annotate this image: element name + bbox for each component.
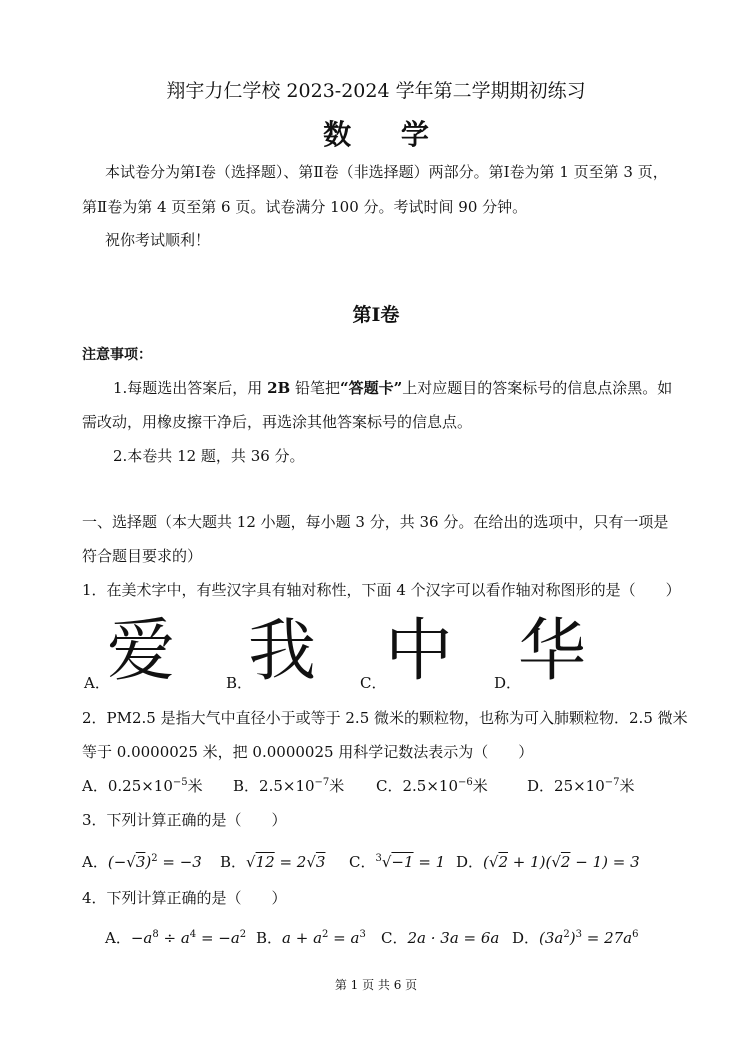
q4-option-d-1: (3a	[539, 929, 564, 947]
intro-line-1: 本试卷分为第Ⅰ卷（选择题）、第Ⅱ卷（非选择题）两部分。第Ⅰ卷为第 1 页至第 3 页，	[105, 163, 668, 181]
q4-option-d-2: )	[569, 929, 576, 947]
q2-option-b	[233, 776, 344, 796]
q3-option-a-rhs: = −3	[157, 853, 202, 871]
q4-option-a	[105, 928, 246, 948]
q2-option-c	[376, 776, 488, 796]
q2-option-b-base: 2.5×10	[259, 777, 315, 795]
question-2-line-1: 2．PM2.5 是指大气中直径小于或等于 2.5 微米的颗粒物，也称为可入肺颗粒物．2.5 微米	[82, 709, 688, 727]
exam-title: 翔宇力仁学校 2023-2024 学年第二学期期初练习	[166, 80, 586, 102]
q3-option-b-mid: = 2√	[274, 853, 316, 871]
q2-option-b-unit: 米	[329, 777, 345, 795]
q3-option-d	[456, 852, 640, 872]
note-1-answer-card: “答题卡”	[340, 379, 403, 397]
q1-option-a-label: A．	[84, 674, 110, 692]
q3-option-d-label: D．	[456, 853, 484, 871]
q3-option-d-p3: − 1) = 3	[570, 853, 640, 871]
intro-line-2: 第Ⅱ卷为第 4 页至第 6 页。试卷满分 100 分。考试时间 90 分钟。	[82, 198, 528, 216]
q4-option-b-label: B．	[256, 929, 283, 947]
q3-option-c-radicand: −1	[391, 853, 414, 871]
q4-option-b-exp-2: 3	[359, 929, 366, 940]
q2-option-a	[82, 776, 203, 796]
q2-option-b-label: B．	[233, 777, 260, 795]
q3-option-b-radicand: 12	[255, 853, 275, 871]
q4-option-a-exp-1: 8	[152, 929, 159, 940]
q2-option-c-label: C．	[376, 777, 403, 795]
section-1-line-1: 一、选择题（本大题共 12 小题，每小题 3 分，共 36 分。在给出的选项中，只有一项是	[82, 513, 669, 531]
question-4-stem: 4．下列计算正确的是（ ）	[82, 889, 287, 907]
q2-option-a-exp: −5	[172, 777, 188, 788]
q3-option-d-p1: (√	[483, 853, 499, 871]
q3-option-a-exp: 2	[151, 853, 158, 864]
q1-option-c-label: C．	[360, 674, 387, 692]
q1-option-a-char: 爱	[107, 612, 176, 691]
note-1-e: 上对应题目的答案标号的信息点涂黑。如	[402, 379, 673, 397]
q1-option-c-char: 中	[385, 612, 454, 691]
q3-option-b-pre: √	[246, 853, 256, 871]
q4-option-a-3: = −a	[196, 929, 240, 947]
note-1-line-2: 需改动，用橡皮擦干净后，再选涂其他答案标号的信息点。	[82, 413, 473, 431]
q4-option-b-exp-1: 2	[322, 929, 329, 940]
page-footer: 第 1 页 共 6 页	[334, 978, 418, 992]
q4-option-a-label: A．	[105, 929, 131, 947]
q3-option-a-radicand: 3	[135, 853, 146, 871]
q2-option-b-exp: −7	[314, 777, 330, 788]
notice-label: 注意事项：	[82, 347, 152, 363]
q4-option-a-exp-2: 4	[189, 929, 197, 940]
intro-wish: 祝你考试顺利！	[105, 231, 211, 249]
q2-option-c-exp: −6	[458, 777, 473, 788]
q4-option-c-label: C．	[381, 929, 408, 947]
q2-option-d	[527, 776, 635, 796]
q1-option-b-char: 我	[248, 612, 317, 691]
note-1-pencil: 2B	[267, 379, 291, 397]
q3-option-c-rhs: = 1	[413, 853, 446, 871]
q4-option-a-1: −a	[130, 929, 153, 947]
q2-option-d-exp: −7	[604, 777, 620, 788]
q3-option-a-pre: (−√	[107, 853, 136, 871]
q2-option-d-base: 25×10	[554, 777, 605, 795]
q4-option-c-1: 2a · 3a = 6a	[407, 929, 500, 947]
q2-option-c-unit: 米	[472, 777, 488, 795]
note-1	[113, 378, 672, 398]
q3-option-c-label: C．	[349, 853, 376, 871]
q4-option-d-exp-2: 3	[575, 929, 582, 940]
q4-option-d-exp-3: 6	[632, 929, 639, 940]
q4-option-d	[512, 928, 639, 948]
question-3-stem: 3．下列计算正确的是（ ）	[82, 811, 287, 829]
q3-option-a	[82, 852, 202, 872]
note-1-a: 1.每题选出答案后，用	[113, 379, 268, 397]
q4-option-c	[381, 928, 499, 948]
q2-option-d-label: D．	[527, 777, 555, 795]
q3-option-b-radicand-2: 3	[315, 853, 326, 871]
q4-option-b	[256, 928, 366, 948]
q3-option-d-radicand-1: 2	[498, 853, 508, 871]
q1-option-d-label: D．	[494, 674, 522, 692]
q2-option-d-unit: 米	[619, 777, 635, 795]
q2-option-c-base: 2.5×10	[402, 777, 458, 795]
q3-option-d-radicand-2: 2	[560, 853, 571, 871]
note-2: 2.本卷共 12 题，共 36 分。	[113, 447, 305, 465]
q3-option-a-post: )	[145, 853, 152, 871]
q1-option-d-char: 华	[518, 612, 587, 691]
q3-option-c	[349, 852, 445, 872]
q3-option-c-pre: √	[381, 853, 392, 871]
question-2-line-2: 等于 0.0000025 米，把 0.0000025 用科学记数法表示为（ ）	[82, 743, 534, 761]
q4-option-d-label: D．	[512, 929, 540, 947]
q2-option-a-label: A．	[82, 777, 108, 795]
q1-option-b-label: B．	[226, 674, 253, 692]
q3-option-a-label: A．	[82, 853, 108, 871]
q2-option-a-unit: 米	[187, 777, 203, 795]
q3-option-b-label: B．	[220, 853, 247, 871]
part-one-title: 第Ⅰ卷	[352, 304, 400, 326]
q3-option-c-index: 3	[375, 853, 382, 864]
q3-option-d-p2: + 1)(√	[508, 853, 561, 871]
subject-title: 数 学	[323, 118, 449, 151]
q4-option-a-exp-3: 2	[239, 929, 247, 940]
q4-option-d-3: = 27a	[581, 929, 633, 947]
section-1-line-2: 符合题目要求的）	[82, 547, 203, 565]
note-1-c: 铅笔把	[290, 379, 340, 397]
q4-option-d-exp-1: 2	[563, 929, 570, 940]
q4-option-a-2: ÷ a	[158, 929, 190, 947]
q3-option-b	[220, 852, 325, 872]
question-1-stem: 1．在美术字中，有些汉字具有轴对称性，下面 4 个汉字可以看作轴对称图形的是（ ）	[82, 581, 681, 599]
q4-option-b-2: = a	[328, 929, 360, 947]
q4-option-b-1: a + a	[282, 929, 323, 947]
q2-option-a-base: 0.25×10	[107, 777, 173, 795]
